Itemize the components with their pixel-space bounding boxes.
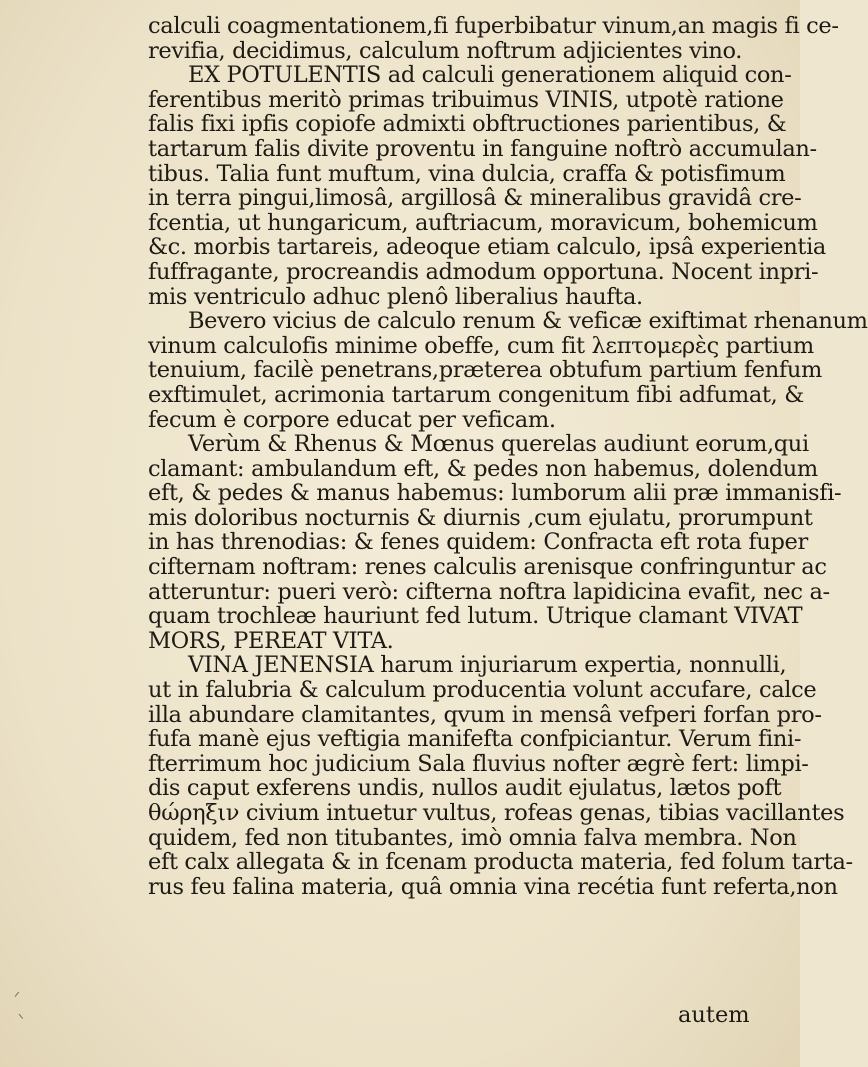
text-line: &c. morbis tartareis, adeoque etiam calculo, ipsâ experientia bbox=[148, 234, 826, 261]
text-line: exftimulet, acrimonia tartarum congenitum fibi adfumat, & bbox=[148, 381, 804, 408]
text-line: calculi coagmentationem,fi fuperbibatur vinum,an magis fi ce- bbox=[148, 13, 839, 39]
text-line: quam trochleæ hauriunt fed lutum. Utrique clamant VIVAT bbox=[148, 603, 803, 630]
text-line: Bevero vicius de calculo renum & veficæ exiftimat rhenanum bbox=[188, 308, 868, 335]
catchword: autem bbox=[678, 1002, 750, 1028]
text-line: ferentibus meritò primas tribuimus VINIS, utpotè ratione bbox=[148, 86, 784, 113]
body-text bbox=[148, 13, 868, 900]
text-line: tibus. Talia funt muftum, vina dulcia, craffa & potisfimum bbox=[148, 160, 786, 187]
text-line: rus feu falina materia, quâ omnia vina recétia funt referta,non bbox=[148, 873, 838, 900]
text-line: fterrimum hoc judicium Sala fluvius nofter ægrè fert: limpi- bbox=[148, 750, 809, 777]
text-line: ut in falubria & calculum producentia volunt accufare, calce bbox=[148, 677, 817, 704]
text-line: illa abundare clamitantes, qvum in mensâ vefperi forfan pro- bbox=[148, 701, 822, 728]
margin-tick: ᐟ bbox=[14, 990, 20, 1006]
text-line: VINA JENENSIA harum injuriarum expertia, nonnulli, bbox=[188, 652, 787, 679]
text-line: eft calx allegata & in fcenam producta materia, fed folum tarta- bbox=[148, 849, 853, 876]
text-line: quidem, fed non titubantes, imò omnia falva membra. Non bbox=[148, 824, 797, 851]
text-line: in terra pingui,limosâ, argillosâ & mineralibus gravidâ cre- bbox=[148, 185, 802, 212]
text-line: EX POTULENTIS ad calculi generationem aliquid con- bbox=[188, 62, 792, 89]
text-line: MORS, PEREAT VITA. bbox=[148, 627, 394, 654]
text-line: cifternam noftram: renes calculis arenisque confringuntur ac bbox=[148, 554, 827, 581]
text-line: atteruntur: pueri verò: cifterna noftra lapidicina evafit, nec a- bbox=[148, 578, 830, 605]
text-line: mis ventriculo adhuc plenô liberalius haufta. bbox=[148, 283, 643, 310]
text-line: clamant: ambulandum eft, & pedes non habemus, dolendum bbox=[148, 455, 818, 482]
text-line: fcentia, ut hungaricum, auftriacum, moravicum, bohemicum bbox=[148, 209, 818, 236]
text-line: vinum calculofis minime obeffe, cum fit λεπτομερὲς partium bbox=[148, 332, 814, 359]
text-line: in has threnodias: & fenes quidem: Confracta eft rota fuper bbox=[148, 529, 808, 556]
text-line: tartarum falis divite proventu in fanguine noftrò accumulan- bbox=[148, 135, 817, 162]
text-line: fuffragante, procreandis admodum opportuna. Nocent inpri- bbox=[148, 258, 819, 285]
text-line: fufa manè ejus veftigia manifefta confpiciantur. Verum fini- bbox=[148, 726, 802, 753]
text-line: mis doloribus nocturnis & diurnis ,cum ejulatu, prorumpunt bbox=[148, 504, 813, 531]
text-line: Verùm & Rhenus & Mœnus querelas audiunt eorum,qui bbox=[188, 431, 809, 458]
text-line: fecum è corpore educat per veficam. bbox=[148, 406, 556, 433]
text-line: eft, & pedes & manus habemus: lumborum alii præ immanisfi- bbox=[148, 480, 842, 507]
text-line: falis fixi ipfis copiofe admixti obftructiones parientibus, & bbox=[148, 111, 787, 138]
margin-tick: ᐠ bbox=[18, 1012, 24, 1028]
text-line: tenuium, facilè penetrans,præterea obtufum partium fenfum bbox=[148, 357, 823, 384]
text-line: dis caput exferens undis, nullos audit ejulatus, lætos poft bbox=[148, 775, 782, 802]
text-line: revifia, decidimus, calculum noftrum adjicientes vino. bbox=[148, 37, 743, 64]
text-line: θώρηξιν civium intuetur vultus, rofeas genas, tibias vacillantes bbox=[148, 800, 845, 826]
